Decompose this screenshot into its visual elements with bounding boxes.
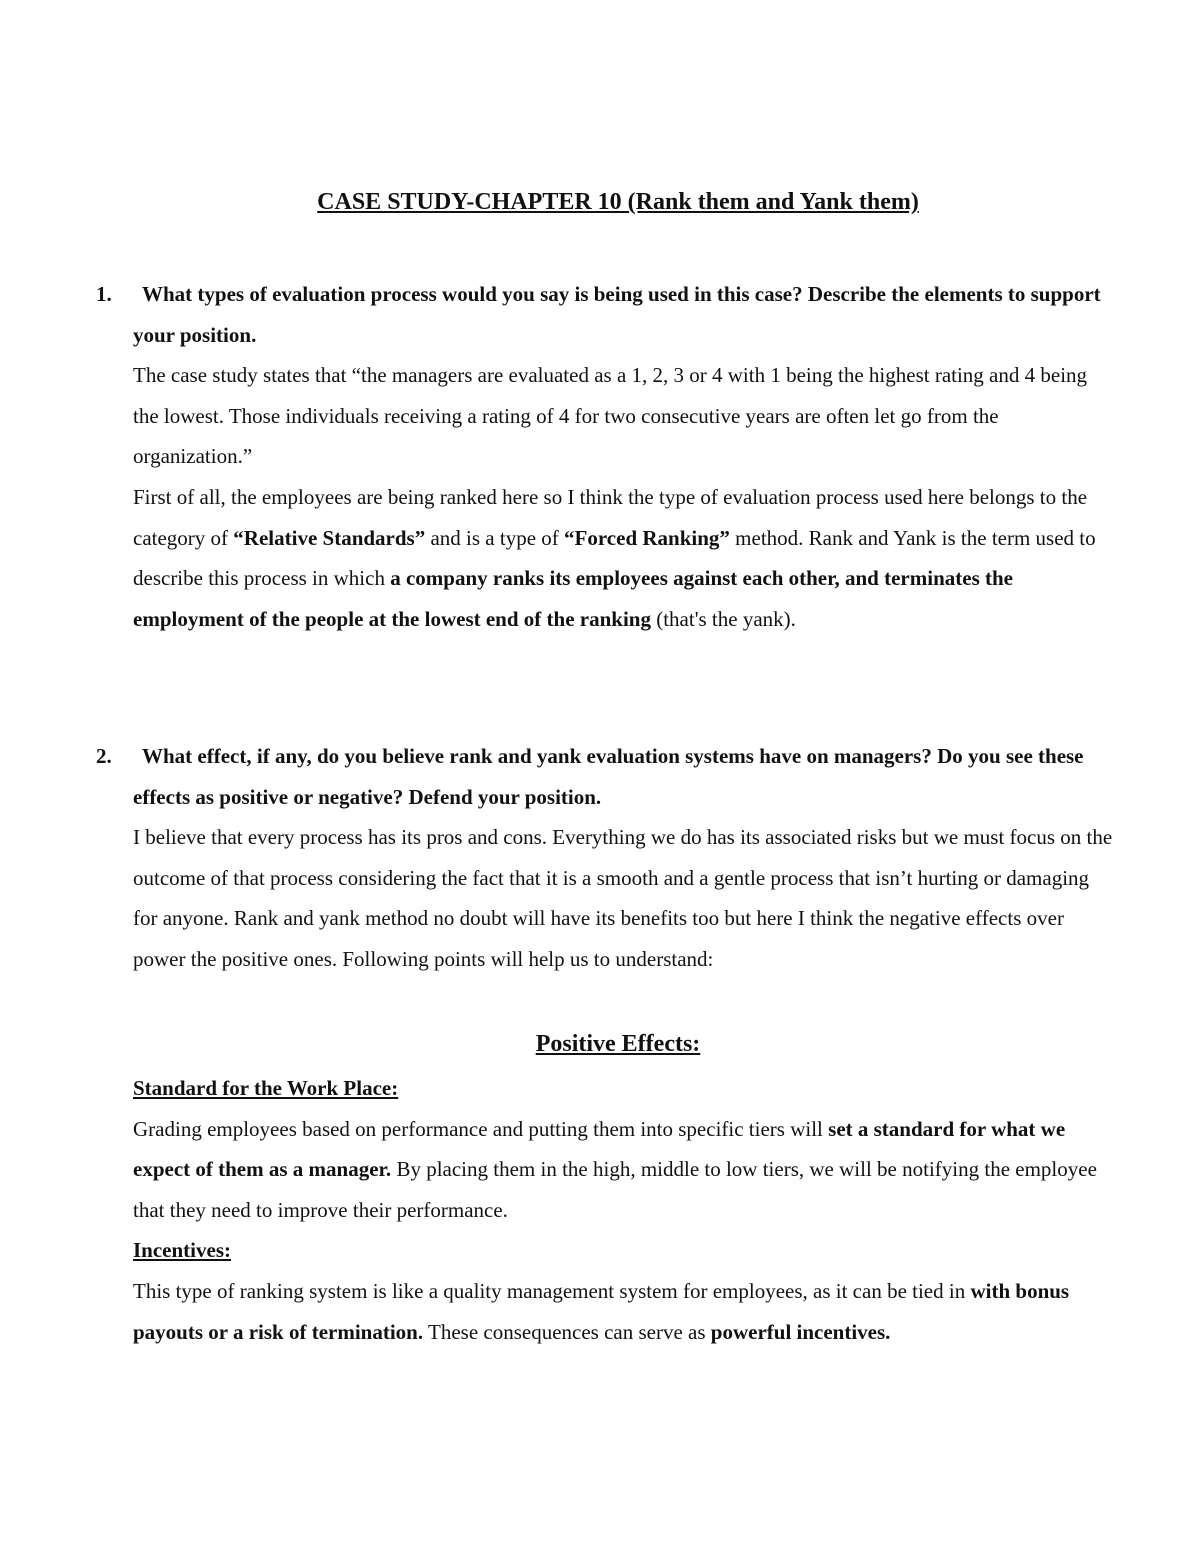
standard-workplace-paragraph xyxy=(133,1109,1123,1231)
standard-workplace-heading: Standard for the Work Place: xyxy=(133,1076,399,1100)
question-1-quote-paragraph: The case study states that “the managers are evaluated as a 1, 2, 3 or 4 with 1 being the highest rating and 4 being the lowest. Those individuals receiving a rating of 4 for two consecutive years are often let go from the organization.” xyxy=(133,363,1088,469)
paragraph-text: Grading employees based on performance and putting them into specific tiers will xyxy=(133,1116,829,1141)
forced-ranking-term: “Forced Ranking” xyxy=(564,525,730,550)
relative-standards-term: “Relative Standards” xyxy=(233,525,426,550)
question-2 xyxy=(96,736,1116,980)
answer-text: (that's the yank). xyxy=(650,606,796,631)
document-title: CASE STUDY-CHAPTER 10 (Rank them and Yank them) xyxy=(317,189,919,215)
question-2-text: What effect, if any, do you believe rank and yank evaluation systems have on managers? Do you see these effects as positive or negative? Defend your position. xyxy=(133,744,1084,809)
question-1 xyxy=(96,274,1116,639)
positive-effects-heading: Positive Effects: xyxy=(535,1031,701,1057)
emphasis-text: with bonus payouts or a risk of termination. xyxy=(133,1278,1070,1344)
positive-effects-section xyxy=(133,1068,1123,1352)
incentives-heading: Incentives: xyxy=(133,1238,231,1263)
question-2-number: 2. xyxy=(96,744,112,768)
emphasis-text: set a standard for what we expect of them as a manager. xyxy=(133,1116,1066,1182)
question-2-answer-paragraph: I believe that every process has its pros and cons. Everything we do has its associated risks but we must focus on the outcome of that process considering the fact that it is a smooth and a gentle process that isn’t hurting or damaging for anyone. Rank and yank method no doubt will have its benefits too but here I think the negative effects over power the positive ones. Following points will help us to understand: xyxy=(133,825,1113,971)
incentives-paragraph xyxy=(133,1271,1123,1352)
paragraph-text: These consequences can serve as xyxy=(423,1319,711,1344)
question-1-number: 1. xyxy=(96,282,112,306)
answer-text: and is a type of xyxy=(425,525,565,550)
emphasis-text: powerful incentives. xyxy=(710,1319,891,1344)
question-1-text: What types of evaluation process would you say is being used in this case? Describe the elements to support your position. xyxy=(133,282,1101,347)
answer-text: First of all, the employees are being ranked here so I think the type of evaluation process used here belongs to the category of xyxy=(133,484,1088,550)
paragraph-text: By placing them in the high, middle to low tiers, we will be notifying the employee that they need to improve their performance. xyxy=(133,1157,1097,1222)
answer-text: method. Rank and Yank is the term used to describe this process in which xyxy=(133,525,1096,591)
paragraph-text: This type of ranking system is like a quality management system for employees, as it can be tied in xyxy=(133,1278,971,1303)
rank-yank-definition: a company ranks its employees against each other, and terminates the employment of the people at the lowest end of the ranking xyxy=(133,566,1013,631)
question-1-answer-paragraph xyxy=(133,477,1116,639)
